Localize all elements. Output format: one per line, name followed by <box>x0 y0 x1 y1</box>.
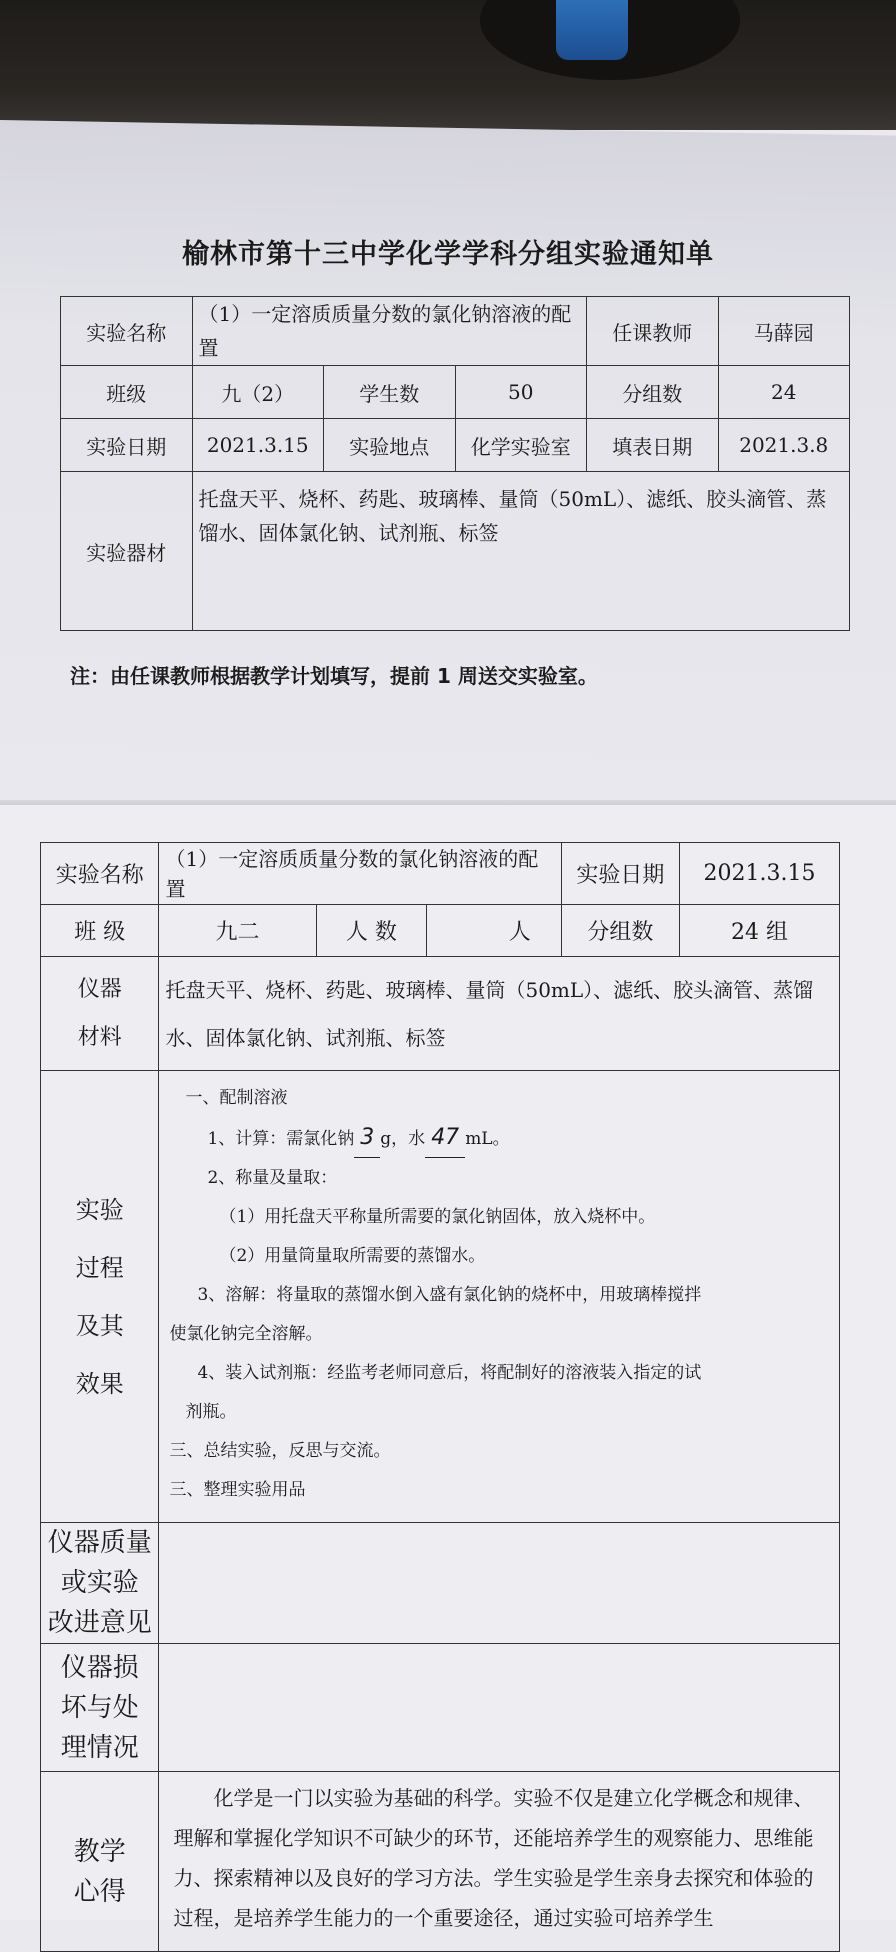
notice-note: 注：由任课教师根据教学计划填写，提前 1 周送交实验室。 <box>70 664 598 688</box>
label-groups: 分组数 <box>587 366 719 419</box>
label-count: 人 数 <box>316 905 427 957</box>
label-damage-line2: 坏与处 <box>60 1692 139 1723</box>
label-groups: 分组数 <box>561 905 679 957</box>
label-reflection-line2: 心得 <box>73 1877 126 1907</box>
value-class: 九二 <box>159 905 316 957</box>
value-teacher: 马薛园 <box>718 297 850 366</box>
label-equipment: 实验器材 <box>61 472 193 631</box>
value-count-unit: 人 <box>427 905 562 957</box>
process-line: 使氯化钠完全溶解。 <box>169 1324 323 1344</box>
label-date: 实验日期 <box>61 419 193 472</box>
handwritten-nacl-value: 3 <box>354 1118 380 1158</box>
process-calc-line: 1、计算：需氯化钠 3 g，水 47 mL。 <box>169 1118 831 1159</box>
label-reflection <box>41 1772 159 1952</box>
value-equipment: 托盘天平、烧杯、药匙、玻璃棒、量筒（50mL）、滤纸、胶头滴管、蒸馏水、固体氯化钠、试剂瓶、标签 <box>192 472 850 631</box>
value-groups: 24 <box>718 366 850 419</box>
label-damage <box>41 1644 159 1772</box>
label-fill-date: 填表日期 <box>587 419 719 472</box>
label-date: 实验日期 <box>561 843 679 905</box>
label-quality-line3: 改进意见 <box>47 1608 152 1638</box>
value-groups: 24 组 <box>680 905 840 957</box>
value-fill-date: 2021.3.8 <box>718 419 850 472</box>
value-damage <box>159 1644 840 1772</box>
label-teacher: 任课教师 <box>587 297 719 366</box>
label-process-line4: 效果 <box>75 1369 124 1398</box>
value-students: 50 <box>455 366 587 419</box>
process-content <box>159 1071 840 1523</box>
value-place: 化学实验室 <box>455 419 587 472</box>
value-name: （1）一定溶质质量分数的氯化钠溶液的配置 <box>159 843 561 905</box>
label-quality-line2: 或实验 <box>60 1568 139 1598</box>
handwritten-water-value: 47 <box>425 1118 465 1158</box>
page-title: 榆林市第十三中学化学学科分组实验通知单 <box>182 239 714 270</box>
label-damage-line1: 仪器损 <box>60 1652 139 1683</box>
label-quality-line1: 仪器质量 <box>47 1528 152 1558</box>
label-place: 实验地点 <box>324 419 456 472</box>
label-process-line1: 实验 <box>75 1195 124 1224</box>
record-table <box>40 842 840 1952</box>
label-class: 班 级 <box>41 905 159 957</box>
label-name: 实验名称 <box>41 843 159 905</box>
value-date: 2021.3.15 <box>680 843 840 905</box>
label-name: 实验名称 <box>61 297 193 366</box>
process-line: 4、装入试剂瓶：经监考老师同意后，将配制好的溶液装入指定的试 <box>197 1363 702 1383</box>
process-line: 三、总结实验，反思与交流。 <box>169 1441 391 1461</box>
value-date: 2021.3.15 <box>192 419 324 472</box>
label-equipment-line1: 仪器 <box>77 976 122 1002</box>
process-line: 三、整理实验用品 <box>169 1480 306 1500</box>
label-process <box>41 1071 159 1523</box>
process-line: （2）用量筒量取所需要的蒸馏水。 <box>219 1246 486 1266</box>
value-reflection: 化学是一门以实验为基础的科学。实验不仅是建立化学概念和规律、理解和掌握化学知识不可缺少的环节，还能培养学生的观察能力、思维能力、探索精神以及良好的学习方法。学生实验是学生亲身去探究和体验的过程，是培养学生能力的一个重要途径，通过实验可培养学生 <box>159 1772 840 1952</box>
value-equipment: 托盘天平、烧杯、药匙、玻璃棒、量筒（50mL）、滤纸、胶头滴管、蒸馏水、固体氯化钠、试剂瓶、标签 <box>159 957 840 1071</box>
label-process-line3: 及其 <box>75 1311 124 1340</box>
value-class: 九（2） <box>192 366 324 419</box>
label-students: 学生数 <box>324 366 456 419</box>
label-class: 班级 <box>61 366 193 419</box>
desk-background <box>0 0 896 130</box>
label-reflection-line1: 教学 <box>73 1837 126 1867</box>
label-quality <box>41 1523 159 1644</box>
value-name: （1）一定溶质质量分数的氯化钠溶液的配置 <box>192 297 587 366</box>
label-process-line2: 过程 <box>75 1253 124 1282</box>
blue-object <box>556 0 628 60</box>
label-equipment <box>41 957 159 1071</box>
notice-table <box>60 296 850 631</box>
process-line: 2、称量及量取： <box>207 1168 338 1188</box>
process-line: 剂瓶。 <box>185 1402 237 1422</box>
value-quality <box>159 1523 840 1644</box>
label-damage-line3: 理情况 <box>60 1732 139 1763</box>
process-line: （1）用托盘天平称量所需要的氯化钠固体，放入烧杯中。 <box>219 1207 656 1227</box>
label-equipment-line2: 材料 <box>77 1024 122 1050</box>
process-line: 一、配制溶液 <box>185 1088 288 1108</box>
process-line: 3、溶解：将量取的蒸馏水倒入盛有氯化钠的烧杯中，用玻璃棒搅拌 <box>197 1285 702 1305</box>
